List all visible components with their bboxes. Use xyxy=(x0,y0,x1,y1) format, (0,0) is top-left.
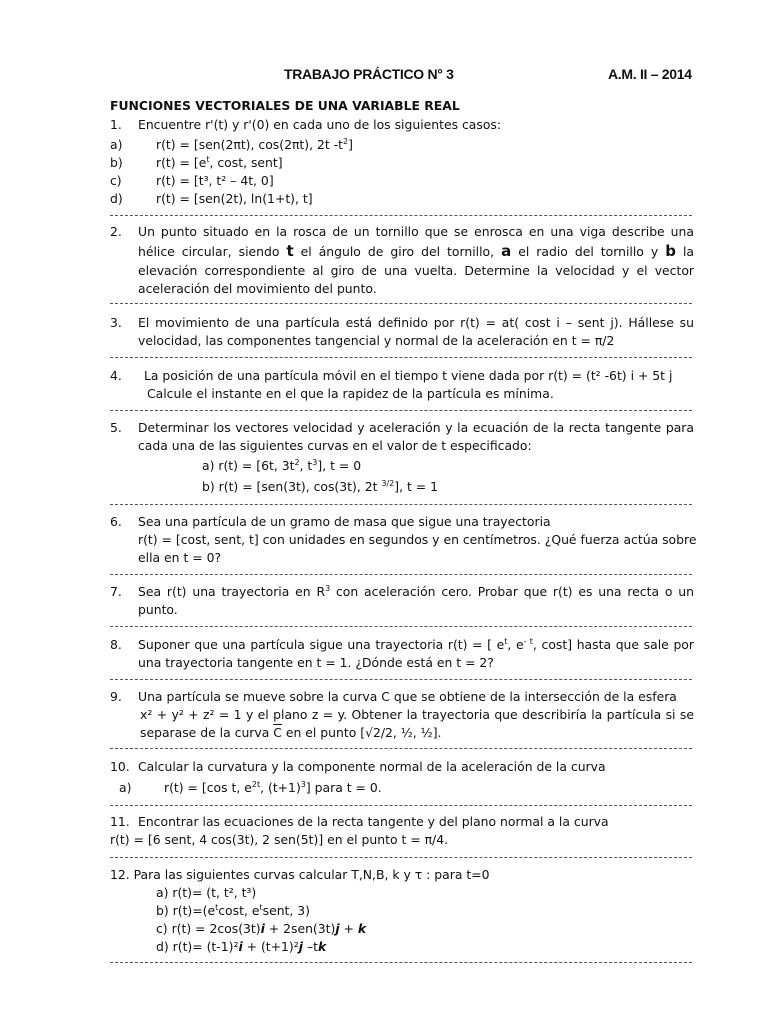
problem-12b-formula: b) $r(t)=(e^t\cos t$, $e^tsent$, 3) xyxy=(156,903,310,918)
separator-line xyxy=(110,303,692,304)
separator-line xyxy=(110,215,692,216)
problem-1-number: 1. xyxy=(110,117,122,132)
problem-2-line-1: Un punto situado en la rosca de un tornillo que se enrosca en una viga describe una xyxy=(138,224,694,239)
separator-line xyxy=(110,805,692,806)
problem-11-line-1: Encontrar las ecuaciones de la recta tangente y del plano normal a la curva xyxy=(138,814,609,829)
problem-10-line-1: Calcular la curvatura y la componente normal de la aceleración de la curva xyxy=(138,759,606,774)
problem-7-line-2: punto. xyxy=(138,602,178,617)
problem-6-number: 6. xyxy=(110,514,122,529)
separator-line xyxy=(110,357,692,358)
problem-4-number: 4. xyxy=(110,368,122,383)
problem-9-number: 9. xyxy=(110,689,122,704)
separator-line xyxy=(110,679,692,680)
problem-10-number: 10. xyxy=(110,759,130,774)
problem-1a-label: a) xyxy=(110,137,123,152)
problem-3-number: 3. xyxy=(110,315,122,330)
problem-1d-label: d) xyxy=(110,191,123,206)
problem-9-line-1: Una partícula se mueve sobre la curva C que se obtiene de la intersección de la esfera xyxy=(138,689,677,704)
problem-1d-formula: r(t) = [sen(2t), ln(1+t), t] xyxy=(156,191,313,206)
problem-12a-formula: a) r(t)= (t, t², t³) xyxy=(156,885,257,900)
problem-8-line-1: Suponer que una partícula sigue una trayectoria r(t) = [ $e^t$, $e^{- t}$, cost] hasta que sale por xyxy=(138,637,694,652)
problem-5-line-1: Determinar los vectores velocidad y aceleración y la ecuación de la recta tangente para xyxy=(138,420,694,435)
course-label: A.M. II – 2014 xyxy=(608,66,692,82)
problem-12c-formula: c) r(t) = 2cos(3t)i + 2sen(3t)j + k xyxy=(156,921,367,936)
problem-5a-formula: a) r(t) = [6t, $3t^2$, $t^3$], t = 0 xyxy=(202,458,362,473)
problem-6-line-3: ella en t = 0? xyxy=(138,550,222,565)
problem-1c-label: c) xyxy=(110,173,122,188)
problem-2-line-2: hélice circular, siendo t el ángulo de giro del tornillo, a el radio del tornillo y b la xyxy=(138,242,694,260)
problem-2-line-3: elevación correspondiente al giro de una vuelta. Determine la velocidad y el vector xyxy=(138,263,694,278)
problem-5-line-2: cada una de las siguientes curvas en el valor de t especificado: xyxy=(138,438,532,453)
problem-3-line-1: El movimiento de una partícula está definido por r(t) = at( cost i – sent j). Hállese su xyxy=(138,315,694,330)
problem-5-number: 5. xyxy=(110,420,122,435)
problem-6-line-2: r(t) = [cost, sent, t] con unidades en segundos y en centímetros. ¿Qué fuerza actúa sobre xyxy=(138,532,697,547)
separator-line xyxy=(110,962,692,963)
problem-4-line-2: Calcule el instante en el que la rapidez de la partícula es mínima. xyxy=(147,386,554,401)
separator-line xyxy=(110,574,692,575)
problem-2-line-4: aceleración del movimiento del punto. xyxy=(138,281,377,296)
problem-9-line-2: x² + y² + z² = 1 y el plano z = y. Obtener la trayectoria que describiría la partícula si se xyxy=(140,707,694,722)
problem-1b-label: b) xyxy=(110,155,123,170)
problem-5b-formula: b) r(t) = [sen(3t), cos(3t), 2t $^{3/2}$], t = 1 xyxy=(202,479,438,494)
problem-11-line-2: r(t) = [6 sent, 4 cos(3t), 2 sen(5t)] en el punto t = π/4. xyxy=(110,832,449,847)
problem-2-number: 2. xyxy=(110,224,122,239)
problem-10a-formula: r(t) = [cos t, $e^{2t}$, $(t+1)^3$] para t = 0. xyxy=(164,780,382,795)
problem-1-text: Encuentre r'(t) y r'(0) en cada uno de los siguientes casos: xyxy=(138,117,502,132)
separator-line xyxy=(110,504,692,505)
problem-1c-formula: r(t) = [t³, t² – 4t, 0] xyxy=(156,173,274,188)
separator-line xyxy=(110,857,692,858)
problem-12-line-1: 12. Para las siguientes curvas calcular T,N,B, k y τ : para t=0 xyxy=(110,867,490,882)
problem-1a-formula: r(t) = [sen(2πt), cos(2πt), 2t $-t^2$] xyxy=(156,137,353,152)
problem-8-line-2: una trayectoria tangente en t = 1. ¿Dónde está en t = 2? xyxy=(138,655,494,670)
problem-1b-formula: $r(t) = [e^t$, cost, sent] xyxy=(156,155,283,170)
problem-9-line-3: separase de la curva $\overline{C}$ en el punto [√2/2, ½, ½]. xyxy=(140,725,442,740)
problem-10a-label: a) xyxy=(119,780,132,795)
problem-6-line-1: Sea una partícula de un gramo de masa que sigue una trayectoria xyxy=(138,514,551,529)
document-title: TRABAJO PRÁCTICO N° 3 xyxy=(284,66,454,82)
separator-line xyxy=(110,410,692,411)
separator-line xyxy=(110,626,692,627)
problem-4-line-1: La posición de una partícula móvil en el tiempo t viene dada por r(t) = (t² -6t) i + 5t j xyxy=(144,368,673,383)
problem-8-number: 8. xyxy=(110,637,122,652)
problem-11-number: 11. xyxy=(110,814,130,829)
separator-line xyxy=(110,748,692,749)
problem-7-number: 7. xyxy=(110,584,122,599)
section-title: FUNCIONES VECTORIALES DE UNA VARIABLE REAL xyxy=(110,98,460,113)
problem-3-line-2: velocidad, las componentes tangencial y normal de la aceleración en t = π/2 xyxy=(138,333,615,348)
problem-12d-formula: d) r(t)= (t-1)²i + (t+1)²j –tk xyxy=(156,939,327,954)
problem-7-line-1: Sea r(t) una trayectoria en $R^3$ con aceleración cero. Probar que r(t) es una recta o un xyxy=(138,584,694,599)
